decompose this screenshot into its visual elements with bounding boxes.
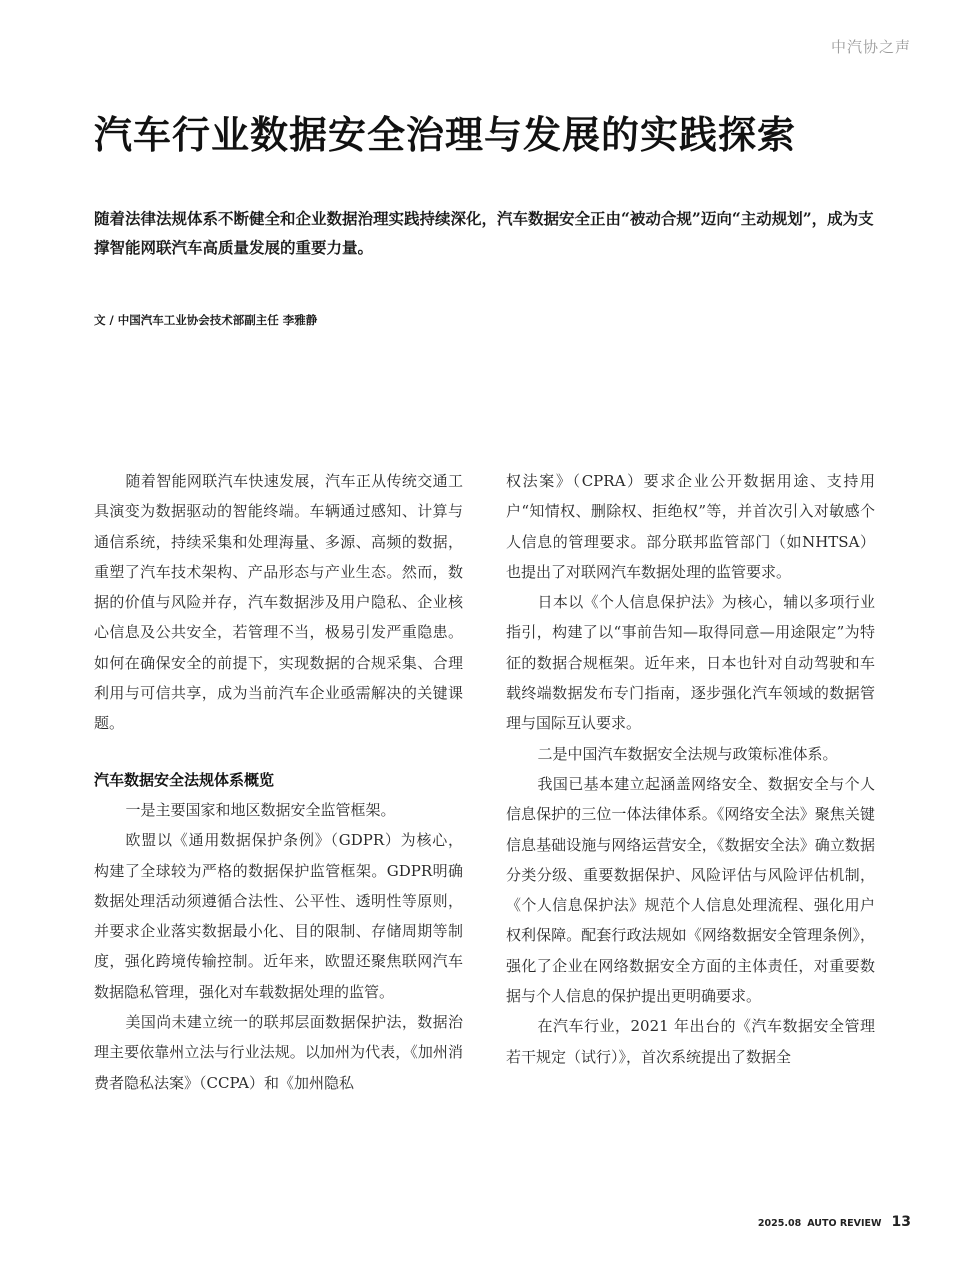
section-heading: 汽车数据安全法规体系概览 [94,770,275,789]
paragraph: 随着智能网联汽车快速发展，汽车正从传统交通工具演变为数据驱动的智能终端。车辆通过感知、计算与通信系统，持续采集和处理海量、多源、高频的数据，重塑了汽车技术架构、产品形态与产业生态。然而，数据的价值与风险并存，汽车数据涉及用户隐私、企业核心信息及公共安全，若管理不当，极易引发严重隐患。如何在确保安全的前提下，实现数据的合规采集、合理利用与可信共享，成为当前汽车企业亟需解决的关键课题。 [94,472,463,733]
paragraph: 一是主要国家和地区数据安全监管框架。 [125,800,396,819]
left-column [94,466,463,1098]
page-number: 13 [891,1214,911,1230]
paragraph: 美国尚未建立统一的联邦层面数据保护法，数据治理主要依靠州立法与行业法规。以加州为代表，《加州消费者隐私法案》（CCPA）和《加州隐私 [94,1013,463,1092]
page-footer [758,1214,911,1230]
paragraph: 权法案》（CPRA）要求企业公开数据用途、支持用户“知情权、删除权、拒绝权”等，并首次引入对敏感个人信息的管理要求。部分联邦监管部门（如NHTSA）也提出了对联网汽车数据处理的监管要求。 [506,472,875,581]
paragraph: 欧盟以《通用数据保护条例》（GDPR）为核心，构建了全球较为严格的数据保护监管框架。GDPR明确数据处理活动须遵循合法性、公平性、透明性等原则，并要求企业落实数据最小化、目的限制、存储周期等制度，强化跨境传输控制。近年来，欧盟还聚焦联网汽车数据隐私管理，强化对车载数据处理的监管。 [94,831,463,1001]
paragraph: 日本以《个人信息保护法》为核心，辅以多项行业指引，构建了以“事前告知—取得同意—用途限定”为特征的数据合规框架。近年来，日本也针对自动驾驶和车载终端数据发布专门指南，逐步强化汽车领域的数据管理与国际互认要求。 [506,593,875,733]
article-title: 汽车行业数据安全治理与发展的实践探索 [94,112,797,157]
paragraph: 在汽车行业，2021 年出台的《汽车数据安全管理若干规定（试行）》，首次系统提出了数据全 [506,1017,875,1066]
issue-date: 2025.08 [757,1218,802,1229]
section-tag: 中汽协之声 [830,38,911,56]
article-lead: 随着法律法规体系不断健全和企业数据治理实践持续深化，汽车数据安全正由“被动合规”迈向“主动规划”，成为支撑智能网联汽车高质量发展的重要力量。 [94,209,874,257]
right-column [506,466,875,1072]
article-byline: 文 / 中国汽车工业协会技术部副主任 李雅静 [94,313,318,327]
paragraph: 二是中国汽车数据安全法规与政策标准体系。 [537,744,838,763]
paragraph: 我国已基本建立起涵盖网络安全、数据安全与个人信息保护的三位一体法律体系。《网络安全法》聚焦关键信息基础设施与网络运营安全，《数据安全法》确立数据分类分级、重要数据保护、风险评估与风险评估机制，《个人信息保护法》规范个人信息处理流程、强化用户权利保障。配套行政法规如《网络数据安全管理条例》，强化了企业在网络数据安全方面的主体责任，对重要数据与个人信息的保护提出更明确要求。 [506,774,875,1006]
magazine-name: AUTO REVIEW [807,1218,882,1229]
